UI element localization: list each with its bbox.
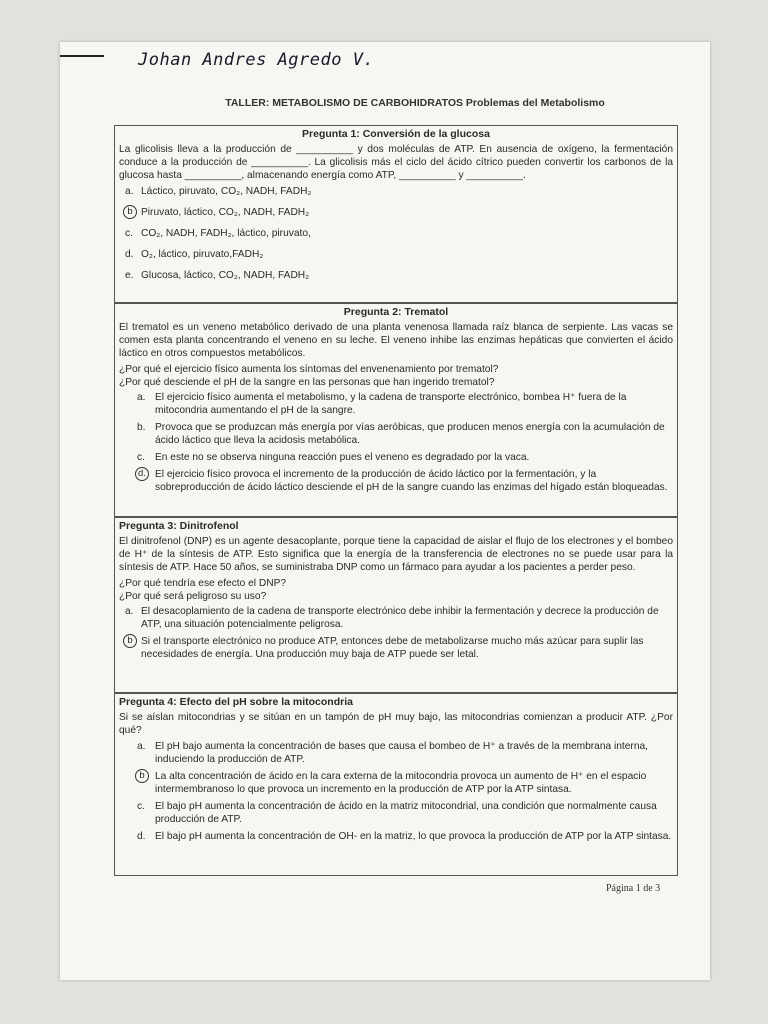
question-3-prompt-1: ¿Por qué tendría ese efecto el DNP?	[119, 578, 287, 589]
question-3-options	[119, 605, 673, 661]
question-1-box	[114, 125, 678, 303]
question-4-options	[119, 740, 673, 843]
circled-answer-mark: b	[135, 769, 149, 783]
question-4-title: Pregunta 4: Efecto del pH sobre la mitocondria	[119, 696, 353, 708]
option-d[interactable]: d. El bajo pH aumenta la concentración de OH- en la matriz, lo que provoca la producción de ATP por la ATP sintasa.	[137, 831, 672, 842]
question-2-title: Pregunta 2: Trematol	[343, 306, 449, 318]
option-d[interactable]: d. O₂, láctico, piruvato,FADH₂	[125, 249, 264, 260]
question-3-text: El dinitrofenol (DNP) es un agente desacoplante, porque tiene la capacidad de aislar el flujo de los electrones y el bombeo de H⁺ de la síntesis de ATP. Esto significa que la energía de la transferencia de electrones no se puede usar para la síntesis de ATP. Hace 50 años, se suministraba DNP como un fármaco para ayudar a los pacientes a perder peso.	[119, 536, 673, 573]
option-a[interactable]: a. El desacoplamiento de la cadena de transporte electrónico debe inhibir la fermentación y decrece la producción de ATP, una situación potencialmente peligrosa.	[125, 606, 659, 630]
question-4-text: Si se aíslan mitocondrias y se sitúan en un tampón de pH muy bajo, las mitocondrias comienzan a producir ATP. ¿Por qué?	[119, 712, 673, 736]
circled-answer-mark: b	[123, 634, 137, 648]
question-2-box	[114, 303, 678, 517]
question-3-box	[114, 517, 678, 693]
option-b-selected[interactable]: b Piruvato, láctico, CO₂, NADH, FADH₂	[119, 206, 673, 219]
worksheet-title: TALLER: METABOLISMO DE CARBOHIDRATOS Problemas del Metabolismo	[225, 97, 605, 109]
question-1-title: Pregunta 1: Conversión de la glucosa	[302, 128, 490, 140]
question-3-prompt-2: ¿Por qué será peligroso su uso?	[119, 591, 267, 602]
question-1-text: La glicolisis lleva a la producción de __________ y dos moléculas de ATP. En ausencia de oxígeno, la fermentación conduce a la producción de __________. La glicolisis más el ciclo del ácido cítrico pueden convertir los carbonos de la glucosa hasta __________, almacenando energía como ATP, __________ y __________.	[119, 144, 673, 181]
option-a[interactable]: a. El ejercicio físico aumenta el metabolismo, y la cadena de transporte electrónico, bombea H⁺ fuera de la mitocondria aumentando el pH de la sangre.	[137, 392, 627, 416]
page-number: Página 1 de 3	[606, 883, 661, 894]
option-c[interactable]: c. CO₂, NADH, FADH₂, láctico, piruvato,	[125, 228, 311, 239]
option-b[interactable]: b. Provoca que se produzcan más energía por vías aeróbicas, que producen menos energía con la acumulación de ácido láctico que lleva la acidosis metabólica.	[137, 422, 665, 446]
option-a[interactable]: a. El pH bajo aumenta la concentración de bases que causa el bombeo de H⁺ a través de la membrana interna, induciendo la producción de ATP.	[137, 741, 648, 765]
question-2-options	[119, 391, 673, 494]
handwritten-dash	[60, 55, 104, 57]
question-1-options	[119, 185, 673, 282]
option-c[interactable]: c. En este no se observa ninguna reacción pues el veneno es degradado por la vaca.	[137, 452, 530, 463]
option-b-selected[interactable]: b La alta concentración de ácido en la cara externa de la mitocondria provoca un aumento de H⁺ en el espacio intermembranoso lo que provoca un incremento en la producción de ATP por la ATP sintasa.	[119, 770, 673, 796]
question-2-prompt-2: ¿Por qué desciende el pH de la sangre en las personas que han ingerido trematol?	[119, 377, 495, 388]
option-c[interactable]: c. El bajo pH aumenta la concentración de ácido en la matriz mitocondrial, una condición que normalmente causa producción de ATP.	[137, 801, 657, 825]
option-b-selected[interactable]: b Si el transporte electrónico no produce ATP, entonces debe de metabolizarse mucho más azúcar para suplir las necesidades de energía. Una producción muy baja de ATP puede ser letal.	[119, 635, 673, 661]
circled-answer-mark: b	[123, 205, 137, 219]
option-a[interactable]: a. Láctico, piruvato, CO₂, NADH, FADH₂	[125, 186, 312, 197]
circled-answer-mark: d.	[135, 467, 149, 481]
student-name: Johan Andres Agredo V.	[138, 50, 375, 70]
question-2-text: El trematol es un veneno metabólico derivado de una planta venenosa llamada raíz blanca de serpiente. Las vacas se comen esta planta concentrando el veneno en su leche. El veneno inhibe las enzimas hepáticas que convierten el ácido láctico en otros compuestos metabólicos.	[119, 322, 673, 359]
option-d-selected[interactable]: d. El ejercicio físico provoca el incremento de la producción de ácido láctico por la fermentación, y la sobreproducción de ácido láctico desciende el pH de la sangre cuando las enzimas del hígado están bloqueadas.	[119, 468, 673, 494]
option-e[interactable]: e. Glucosa, láctico, CO₂, NADH, FADH₂	[125, 270, 310, 281]
question-3-title: Pregunta 3: Dinitrofenol	[119, 520, 239, 532]
question-2-prompt-1: ¿Por qué el ejercicio físico aumenta los síntomas del envenenamiento por trematol?	[119, 364, 499, 375]
question-4-box	[114, 693, 678, 876]
